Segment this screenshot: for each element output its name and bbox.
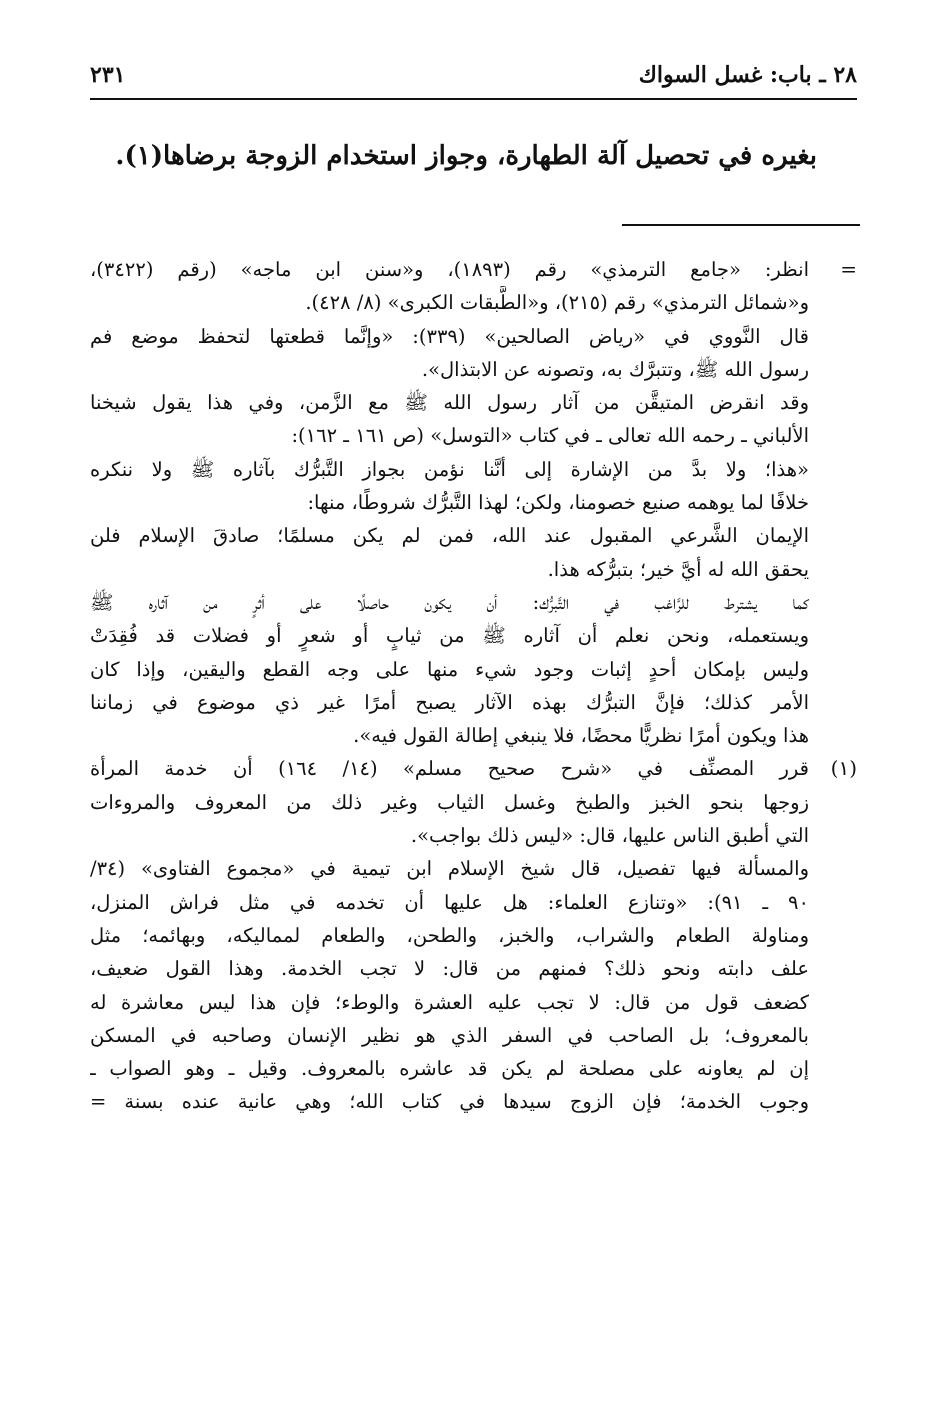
- footnote-line: كما يشترط للرَّاغب في التَّبرُّك: أن يكون حاصلًا على أثرٍ من آثاره ﷺ: [90, 590, 809, 614]
- footnote-line: كضعف قول من قال: لا تجب عليه العشرة والوطء؛ فإن هذا ليس معاشرة له: [90, 990, 809, 1014]
- page-header: [90, 58, 857, 100]
- page-number: ٢٣١: [90, 62, 126, 88]
- footnote-line: ٩٠ ـ ٩١): «وتنازع العلماء: هل عليها أن تخدمه في مثل فراش المنزل،: [90, 890, 809, 914]
- continuation-marker: =: [840, 257, 857, 281]
- footnote-line: الأمر كذلك؛ فإنَّ التبرُّك بهذه الآثار يصبح أمرًا غير ذي موضوع في زماننا: [90, 690, 809, 714]
- footnote-line: قرر المصنِّف في «شرح صحيح مسلم» (١٤/ ١٦٤) أن خدمة المرأة: [90, 757, 809, 781]
- footnote-line: والمسألة فيها تفصيل، قال شيخ الإسلام ابن تيمية في «مجموع الفتاوى» (٣٤/: [90, 857, 809, 881]
- footnote-separator: [622, 224, 860, 226]
- footnote-line: ويستعمله، ونحن نعلم أن آثاره ﷺ من ثيابٍ أو شعرٍ أو فضلات قد فُقِدَتْ: [90, 624, 809, 648]
- footnote-line: انظر: «جامع الترمذي» رقم (١٨٩٣)، و«سنن ابن ماجه» (رقم (٣٤٢٢)،: [90, 258, 809, 281]
- running-title: ٢٨ ـ باب: غسل السواك: [638, 62, 857, 88]
- footnote-line: هذا ويكون أمرًا نظريًّا محضًا، فلا ينبغي إطالة القول فيه».: [353, 724, 809, 748]
- footnote-line: و«شمائل الترمذي» رقم (٢١٥)، و«الطَّبقات الكبرى» (٨/ ٤٢٨).: [305, 291, 809, 315]
- footnote-1: [90, 752, 857, 1118]
- footnote-line: خلافًا لما يوهمه صنيع خصومنا، ولكن؛ لهذا التَّبرُّك شروطًا، منها:: [307, 491, 809, 515]
- footnote-line: الإيمان الشَّرعي المقبول عند الله، فمن لم يكن مسلمًا؛ صادقَ الإسلام فلن: [90, 524, 809, 548]
- footnote-line: يحقق الله له أيَّ خير؛ بتبرُّكه هذا.: [547, 557, 809, 581]
- footnote-line: رسول الله ﷺ، وتتبرَّك به، وتصونه عن الابتذال».: [421, 357, 809, 381]
- footnote-line: «هذا؛ ولا بدَّ من الإشارة إلى أنَّنا نؤمن بجواز التَّبرُّك بآثاره ﷺ ولا ننكره: [90, 457, 809, 481]
- footnote-line: قال النَّووي في «رياض الصالحين» (٣٣٩): «وإنَّما قطعتها لتحفظ موضع فم: [90, 324, 809, 348]
- footnote-line: الألباني ـ رحمه الله تعالى ـ في كتاب «التوسل» (ص ١٦١ ـ ١٦٢):: [291, 424, 809, 448]
- footnote-line: ومناولة الطعام والشراب، والخبز، والطحن، والطعام لمماليكه، وبهائمه؛ مثل: [90, 923, 809, 947]
- footnote-1-marker: (١): [830, 756, 857, 781]
- footnote-line: بالمعروف؛ بل الصاحب في السفر الذي هو نظير الإنسان وصاحبه في المسكن: [90, 1023, 809, 1047]
- footnote-continuation: [90, 253, 857, 752]
- footnote-line: زوجها بنحو الخبز والطبخ وغسل الثياب وغير ذلك من المعروف والمروءات: [90, 790, 809, 814]
- footnote-line: وجوب الخدمة؛ فإن الزوج سيدها في كتاب الله؛ وهي عانية عنده بسنة =: [90, 1090, 809, 1114]
- footnote-line: التي أطبق الناس عليها، قال: «ليس ذلك بواجب».: [410, 824, 809, 848]
- footnote-line: وليس بإمكان أحدٍ إثبات وجود شيء منها على وجه القطع واليقين، وإذا كان: [90, 657, 809, 681]
- footnotes-section: [90, 253, 857, 1119]
- footnote-line: وقد انقرض المتيقَّن من آثار رسول الله ﷺ مع الزَّمن، وفي هذا يقول شيخنا: [90, 391, 809, 415]
- footnote-line: إن لم يعاونه على مصلحة لم يكن قد عاشره بالمعروف. وقيل ـ وهو الصواب ـ: [90, 1057, 809, 1081]
- main-text-paragraph: بغيره في تحصيل آلة الطهارة، وجواز استخدام الزوجة برضاها(١).: [115, 141, 817, 171]
- footnote-line: علف دابته ونحو ذلك؟ فمنهم من قال: لا تجب الخدمة. وهذا القول ضعيف،: [90, 957, 809, 981]
